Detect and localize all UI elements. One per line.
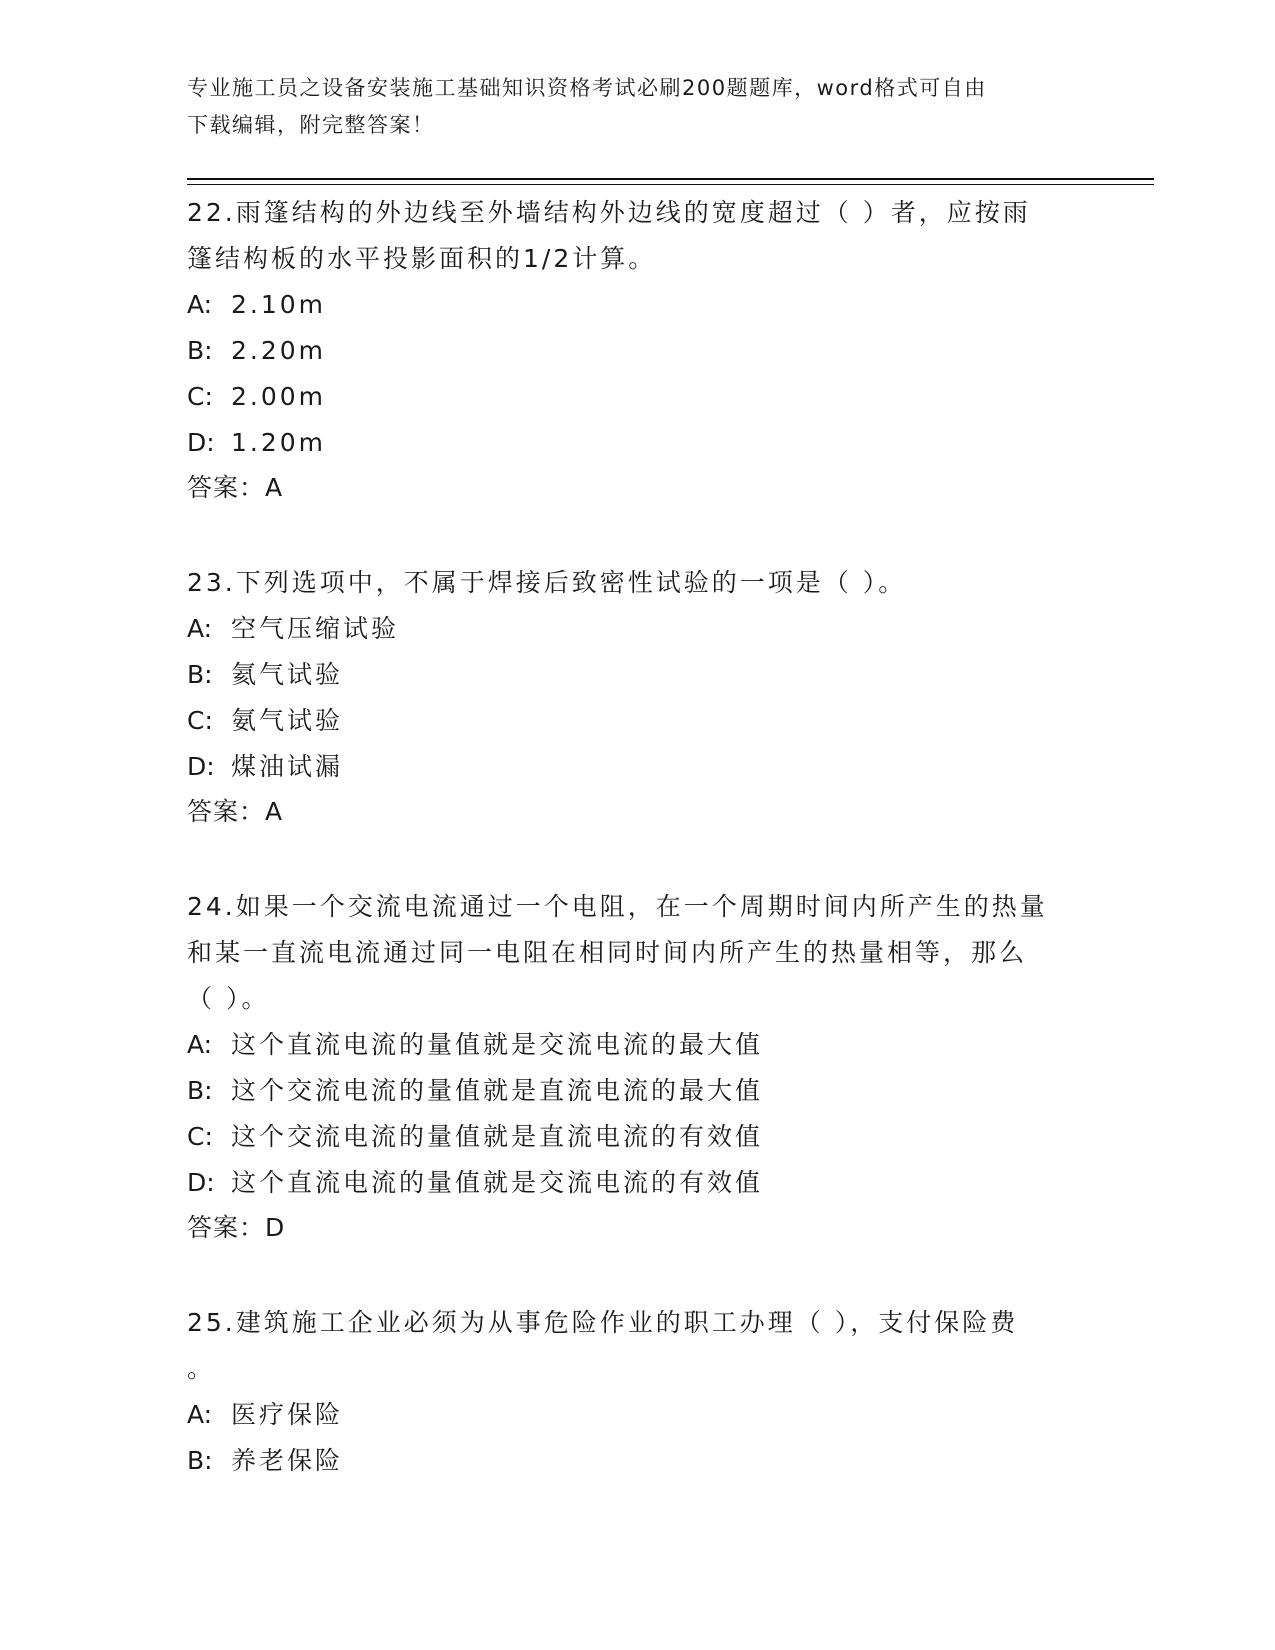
question-stem: 篷结构板的水平投影面积的1/2计算。: [187, 244, 657, 273]
option-text: 这个直流电流的量值就是交流电流的有效值: [231, 1168, 764, 1197]
option-d: [187, 1160, 1087, 1206]
option-letter: A:: [187, 290, 213, 319]
option-letter: C:: [187, 706, 213, 735]
option-a: [187, 1392, 1087, 1438]
question-stem: 。: [187, 1354, 216, 1383]
header-divider-thick: [187, 178, 1154, 180]
header-line-1: 专业施工员之设备安装施工基础知识资格考试必刷200题题库，word格式可自由: [187, 76, 987, 100]
option-text: 这个交流电流的量值就是直流电流的最大值: [231, 1076, 764, 1105]
option-text: 2.10m: [231, 290, 327, 319]
question-stem: 24.如果一个交流电流通过一个电阻，在一个周期时间内所产生的热量: [187, 892, 1048, 921]
option-b: [187, 1068, 1087, 1114]
question-list: [187, 190, 1087, 1484]
question-stem: 和某一直流电流通过同一电阻在相同时间内所产生的热量相等，那么: [187, 938, 1028, 967]
document-header: [187, 70, 1087, 144]
option-letter: A:: [187, 1030, 213, 1059]
question-stem: 25.建筑施工企业必须为从事危险作业的职工办理（ ），支付保险费: [187, 1308, 1019, 1337]
question-23: [187, 560, 1087, 834]
question-25: [187, 1300, 1087, 1484]
question-spacer: [187, 834, 1087, 884]
question-22: [187, 190, 1087, 510]
option-text: 1.20m: [231, 428, 327, 457]
option-letter: D:: [187, 1168, 215, 1197]
option-text: 氨气试验: [231, 706, 344, 735]
header-divider-thin: [187, 184, 1154, 185]
option-a: [187, 282, 1087, 328]
question-stem: 22.雨篷结构的外边线至外墙结构外边线的宽度超过（ ）者，应按雨: [187, 198, 1031, 227]
option-b: [187, 652, 1087, 698]
option-letter: B:: [187, 1076, 213, 1105]
answer-line: 答案：D: [187, 1213, 286, 1242]
option-d: [187, 420, 1087, 466]
option-b: [187, 1438, 1087, 1484]
question-stem: 23.下列选项中，不属于焊接后致密性试验的一项是（ ）。: [187, 568, 907, 597]
answer-line: 答案：A: [187, 473, 284, 502]
answer-line: 答案：A: [187, 797, 284, 826]
option-a: [187, 1022, 1087, 1068]
option-letter: B:: [187, 660, 213, 689]
option-letter: A:: [187, 1400, 213, 1429]
option-text: 这个直流电流的量值就是交流电流的最大值: [231, 1030, 764, 1059]
option-letter: B:: [187, 336, 213, 365]
option-letter: C:: [187, 1122, 213, 1151]
option-a: [187, 606, 1087, 652]
option-c: [187, 374, 1087, 420]
option-letter: D:: [187, 428, 215, 457]
option-text: 煤油试漏: [231, 752, 344, 781]
option-letter: B:: [187, 1446, 213, 1475]
option-letter: C:: [187, 382, 213, 411]
option-text: 这个交流电流的量值就是直流电流的有效值: [231, 1122, 764, 1151]
question-spacer: [187, 510, 1087, 560]
option-c: [187, 1114, 1087, 1160]
option-b: [187, 328, 1087, 374]
option-text: 空气压缩试验: [231, 614, 400, 643]
option-text: 氦气试验: [231, 660, 344, 689]
option-text: 2.20m: [231, 336, 327, 365]
question-24: [187, 884, 1087, 1250]
option-letter: D:: [187, 752, 215, 781]
option-text: 养老保险: [231, 1446, 344, 1475]
header-line-2: 下载编辑，附完整答案！: [187, 113, 435, 137]
option-text: 医疗保险: [231, 1400, 344, 1429]
option-c: [187, 698, 1087, 744]
option-text: 2.00m: [231, 382, 327, 411]
question-stem: （ ）。: [187, 984, 270, 1013]
question-spacer: [187, 1250, 1087, 1300]
option-d: [187, 744, 1087, 790]
option-letter: A:: [187, 614, 213, 643]
